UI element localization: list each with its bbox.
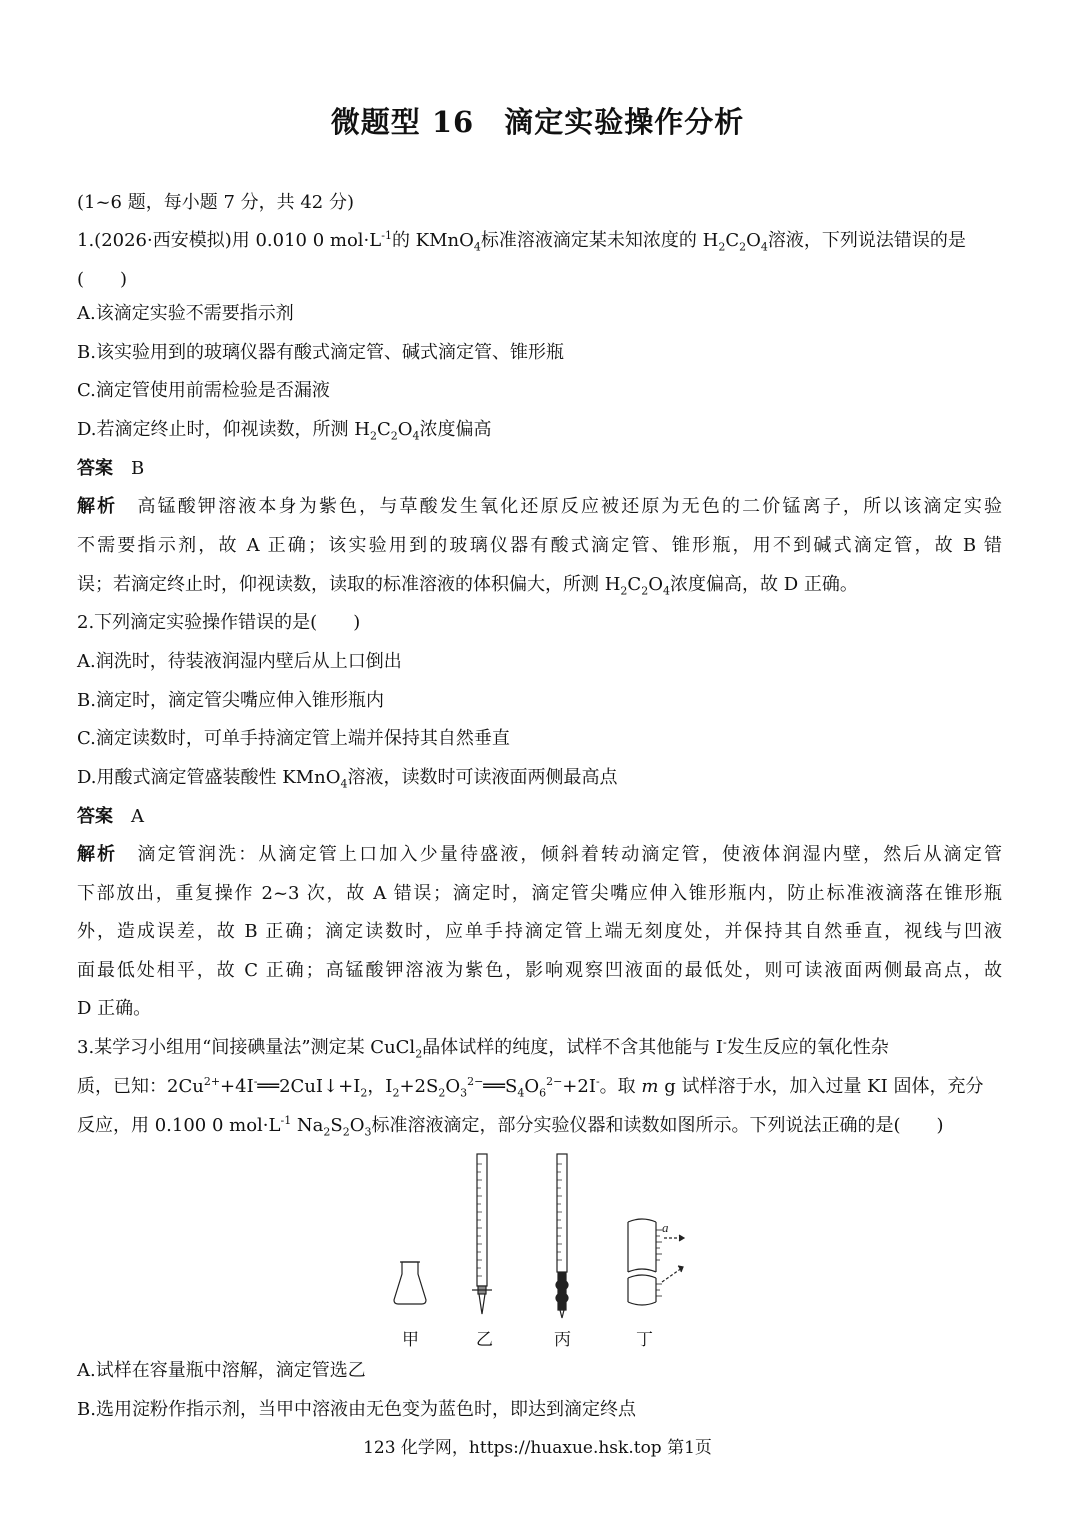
q2-option-b: B.滴定时，滴定管尖嘴应伸入锥形瓶内 [77, 690, 384, 711]
q2-analysis-line4: 面最低处相平，故 C 正确；高锰酸钾溶液为紫色，影响观察凹液面的最低处，则可读液面两侧最高点，故 [77, 960, 1002, 981]
q1-option-b: B.该实验用到的玻璃仪器有酸式滴定管、碱式滴定管、锥形瓶 [77, 342, 564, 363]
apparatus-figure [380, 1150, 700, 1350]
figure-label-yi: 乙 [476, 1330, 493, 1350]
q1-answer: 答案 B [77, 458, 145, 479]
q2-analysis-line2: 下部放出，重复操作 2~3 次，故 A 错误；滴定时，滴定管尖嘴应伸入锥形瓶内，防止标准液滴落在锥形瓶 [77, 883, 1002, 904]
q2-analysis-line5: D 正确。 [77, 998, 152, 1019]
acid-burette-icon [472, 1154, 492, 1314]
conical-flask-icon [394, 1262, 426, 1304]
q1-analysis-line3: 误；若滴定终止时，仰视读数，读取的标准溶液的体积偏大，所测 $H_2C_2O_4$浓度偏高，故 D 正确。 [77, 574, 858, 598]
intro-note: (1~6 题，每小题 7 分，共 42 分) [77, 192, 354, 213]
page-title: 微题型 16 滴定实验操作分析 [330, 105, 745, 139]
reading-label-a: a [662, 1220, 669, 1235]
q3-stem-line2: 质，已知：$2Cu^{2+}+4I^-══2CuI↓+I_2$，$I_2+2S_2O_3^{2-}══S_4O_6^{2-}+2I^-$。取 m g 试样溶于水，加入过量 KI 固体，充分 [77, 1075, 984, 1100]
q2-option-c: C.滴定读数时，可单手持滴定管上端并保持其自然垂直 [77, 728, 510, 749]
q1-option-a: A.该滴定实验不需要指示剂 [77, 303, 294, 324]
q3-stem-line1: 3.某学习小组用“间接碘量法”测定某 CuCl$_2$晶体试样的纯度，试样不含其他能与 I-发生反应的氧化性杂 [77, 1036, 889, 1061]
q1-analysis-line1: 解析 高锰酸钾溶液本身为紫色，与草酸发生氧化还原反应被还原为无色的二价锰离子，所以该滴定实验 [77, 496, 1002, 517]
q1-analysis-line2: 不需要指示剂，故 A 正确；该实验用到的玻璃仪器有酸式滴定管、锥形瓶，用不到碱式滴定管，故 B 错 [77, 535, 1002, 556]
figure-label-bing: 丙 [554, 1330, 571, 1350]
q2-analysis-line3: 外，造成误差，故 B 正确；滴定读数时，应单手持滴定管上端无刻度处，并保持其自然垂直，视线与凹液 [77, 921, 1002, 942]
q3-stem-line3: 反应，用 0.100 0 $mol\cdot L^{-1}$ $Na_2S_2O_3$标准溶液滴定，部分实验仪器和读数如图所示。下列说法正确的是( ) [77, 1114, 944, 1139]
q3-option-a: A.试样在容量瓶中溶解，滴定管选乙 [77, 1360, 366, 1381]
q1-option-c: C.滴定管使用前需检验是否漏液 [77, 380, 330, 401]
burette-reading-detail-icon [628, 1219, 684, 1305]
figure-label-jia: 甲 [402, 1330, 419, 1350]
q1-option-d: D.若滴定终止时，仰视读数，所测 $H_2C_2O_4$浓度偏高 [77, 419, 492, 443]
page-footer: 123 化学网，https://huaxue.hsk.top 第1页 [363, 1438, 712, 1458]
q2-answer: 答案 A [77, 806, 144, 827]
q2-analysis-line1: 解析 滴定管润洗：从滴定管上口加入少量待盛液，倾斜着转动滴定管，使液体润湿内壁，然后从滴定管 [77, 844, 1002, 865]
q2-option-d: D.用酸式滴定管盛装酸性 KMnO$_4$溶液，读数时可读液面两侧最高点 [77, 767, 618, 791]
figure-label-ding: 丁 [636, 1330, 653, 1350]
base-burette-icon [556, 1154, 568, 1318]
q1-stem: 1.(2026·西安模拟)用 0.010 0 $mol\cdot L^{-1}$的 KMnO$_4$标准溶液滴定某未知浓度的 $H_2C_2O_4$溶液，下列说法错误的是 [77, 229, 966, 254]
q2-option-a: A.润洗时，待装液润湿内壁后从上口倒出 [77, 651, 402, 672]
q3-option-b: B.选用淀粉作指示剂，当甲中溶液由无色变为蓝色时，即达到滴定终点 [77, 1399, 636, 1420]
q2-stem: 2.下列滴定实验操作错误的是( ) [77, 612, 361, 633]
q1-answer-paren: ( ) [77, 269, 128, 290]
